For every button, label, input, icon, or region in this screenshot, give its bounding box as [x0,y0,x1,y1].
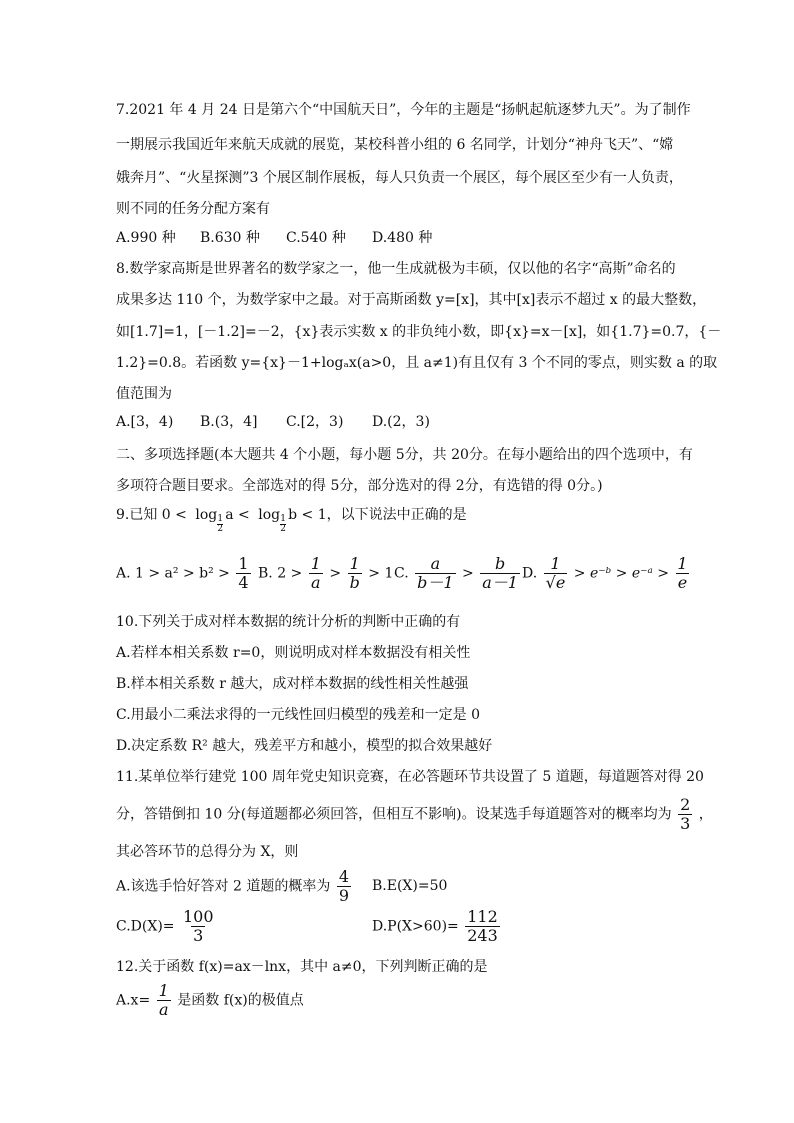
q8-line-1: 8.数学家高斯是世界著名的数学家之一，他一生成就极为丰硕，仅以他的名字“高斯”命名的 [116,261,676,277]
section-2-heading-line-2: 多项符合题目要求。全部选对的得 5分，部分选对的得 2分，有选错的得 0分。) [116,478,603,494]
q8-option-b: B.(3，4] [200,414,258,430]
q7-option-b: B.630 种 [200,230,260,246]
q9-stem: 9.已知 0 < log 1 2 a < log 1 2 b < 1，以下说法中正确的是 [116,507,467,534]
q7-option-a: A.990 种 [116,230,176,246]
q9-option-d: D. $\frac{1}{√e}$ > e⁻ᵇ > e⁻ᵃ > $\frac{1}{e}$ [522,554,688,592]
q7-line-1: 7.2021 年 4 月 24 日是第六个“中国航天日”，今年的主题是“扬帆起航逐梦九天”。为了制作 [116,102,691,118]
q7-line-2: 一期展示我国近年来航天成就的展览，某校科普小组的 6 名同学，计划分“神舟飞天”、“嫦 [116,137,674,153]
q9-base-num-1: 1 [217,514,224,524]
q10-option-a: A.若样本相关系数 r=0，则说明成对样本数据没有相关性 [116,645,471,661]
q11-line-1: 11.某单位举行建党 100 周年党史知识竞赛，在必答题环节共设置了 5 道题，每道题答对得 20 [116,769,704,785]
q9-option-c: C. $\frac{a}{b-1}$ > $\frac{b}{a-1}$ [394,554,518,592]
q11-option-a: A.该选手恰好答对 2 道题的概率为 $\frac{4}{9}$ [116,867,350,905]
q10-option-b: B.样本相关系数 r 越大，成对样本数据的线性相关性越强 [116,676,469,692]
q9-log-b: log 1 2 b [258,507,298,534]
q9-base-den-2: 2 [280,524,286,534]
q9-option-b: B. 2 > $\frac{1}{a}$ > $\frac{1}{b}$ > 1 [258,554,394,592]
q8-line-5: 值范围为 [116,386,172,402]
q11-option-d: D.P(X>60)= $\frac{112}{243}$ [372,907,498,945]
section-2-heading-line-1: 二、多项选择题(本大题共 4 个小题，每小题 5分，共 20分。在每小题给出的四个选项中，有 [116,447,693,463]
q7-line-4: 则不同的任务分配方案有 [116,201,270,217]
q10-option-d: D.决定系数 R² 越大，残差平方和越小，模型的拟合效果越好 [116,738,493,754]
q9-base-den-1: 2 [217,524,224,534]
q8-line-2: 成果多达 110 个，为数学家中之最。对于高斯函数 y=[x]，其中[x]表示不超过 x 的最大整数， [116,292,707,308]
q12-stem: 12.关于函数 f(x)=ax－lnx，其中 a≠0，下列判断正确的是 [116,959,488,975]
q8-option-a: A.[3，4) [116,414,174,430]
q7-option-d: D.480 种 [372,230,433,246]
q9-stem-post: < 1，以下说法中正确的是 [301,507,467,523]
q7-option-c: C.540 种 [286,230,346,246]
q9-log-a: log 1 2 a [195,507,234,534]
q12-option-a: A.x= $\frac{1}{a}$ 是函数 f(x)的极值点 [116,981,304,1019]
q9-stem-pre: 9.已知 0 < [116,507,187,523]
q11-line-3: 其必答环节的总得分为 X，则 [116,844,299,860]
q8-line-4: 1.2}=0.8。若函数 y={x}－1+logₐx(a>0，且 a≠1)有且仅有 3 个不同的零点，则实数 a 的取 [116,355,718,371]
q9-option-a-fraction: $\frac{1}{4}$ [238,554,249,592]
q11-option-c: C.D(X)= $\frac{100}{3}$ [116,907,214,945]
q8-option-d: D.(2，3) [372,414,430,430]
q8-line-3: 如[1.7]=1，[－1.2]=－2，{x}表示实数 x 的非负纯小数，即{x}=x－[x]，如{1.7}=0.7，{－ [116,324,722,340]
q11-line-2: 分，答错倒扣 10 分(每道题都必须回答，但相互不影响)。设某选手每道题答对的概率均为 $\frac{2}{3}$ ， [116,795,713,833]
q9-option-a: A. 1 > a² > b² > $\frac{1}{4}$ [116,554,249,592]
q11-option-b: B.E(X)=50 [372,878,448,894]
q10-stem: 10.下列关于成对样本数据的统计分析的判断中正确的有 [116,614,461,630]
q7-line-3: 娥奔月”、“火星探测”3 个展区制作展板，每人只负责一个展区，每个展区至少有一人负责， [116,170,683,186]
q11-probability-fraction: $\frac{2}{3}$ [680,795,691,833]
q9-base-num-2: 1 [280,514,286,524]
q10-option-c: C.用最小二乘法求得的一元线性回归模型的残差和一定是 0 [116,707,481,723]
q8-option-c: C.[2，3) [286,414,344,430]
